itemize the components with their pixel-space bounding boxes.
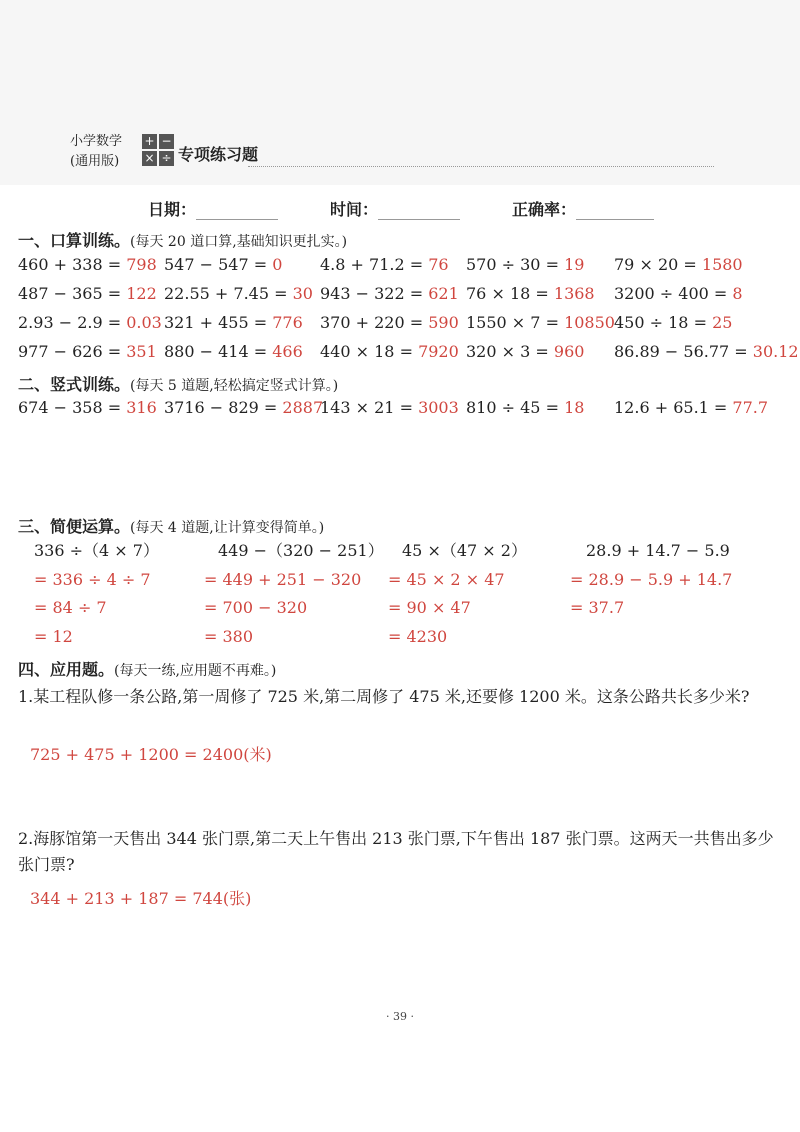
date-label: 日期： bbox=[148, 200, 197, 219]
exercise: 76 × 18 = 1368 bbox=[466, 284, 595, 303]
word-problem-1: 1.某工程队修一条公路,第一周修了 725 米,第二周修了 475 米,还要修 1200 米。这条公路共长多少米? bbox=[18, 687, 750, 706]
exercise: 22.55 + 7.45 = 30 bbox=[164, 284, 313, 303]
minus-icon: − bbox=[159, 134, 174, 149]
time-label: 时间： bbox=[330, 200, 379, 219]
exercise: 3716 − 829 = 2887 bbox=[164, 398, 324, 417]
section-3-note: (每天 4 道题,让计算变得简单。) bbox=[130, 520, 325, 536]
section-3-title: 三、简便运算。 bbox=[18, 517, 131, 536]
accuracy-blank bbox=[576, 201, 654, 220]
section-4-heading bbox=[18, 657, 276, 680]
section-4-note: (每天一练,应用题不再难。) bbox=[114, 663, 277, 679]
header-divider bbox=[248, 166, 714, 167]
exercise: 943 − 322 = 621 bbox=[320, 284, 459, 303]
section-2-heading bbox=[18, 372, 338, 395]
section-1-note: (每天 20 道口算,基础知识更扎实。) bbox=[130, 234, 348, 250]
exercise: 487 − 365 = 122 bbox=[18, 284, 157, 303]
exercise: 1550 × 7 = 10850 bbox=[466, 313, 615, 332]
exercise: 450 ÷ 18 = 25 bbox=[614, 313, 733, 332]
exercise: 4.8 + 71.2 = 76 bbox=[320, 255, 449, 274]
section-1-title: 一、口算训练。 bbox=[18, 231, 131, 250]
exercise: 370 + 220 = 590 bbox=[320, 313, 459, 332]
exercise: 977 − 626 = 351 bbox=[18, 342, 157, 361]
brand-line-2: (通用版) bbox=[70, 154, 120, 169]
date-field bbox=[148, 197, 278, 220]
date-blank bbox=[196, 201, 278, 220]
simplify-problem-4: 28.9 + 14.7 − 5.9 = 28.9 − 5.9 + 14.7 = 37.7 bbox=[570, 541, 733, 617]
exercise: 880 − 414 = 466 bbox=[164, 342, 303, 361]
page-header bbox=[70, 132, 720, 172]
section-2-title: 二、竖式训练。 bbox=[18, 375, 131, 394]
time-field bbox=[330, 197, 460, 220]
header-title: 专项练习题 bbox=[178, 145, 259, 164]
brand-line-1: 小学数学 bbox=[70, 134, 123, 149]
exercise: 321 + 455 = 776 bbox=[164, 313, 303, 332]
exercise: 570 ÷ 30 = 19 bbox=[466, 255, 585, 274]
simplify-problem-3: 45 ×（47 × 2） = 45 × 2 × 47 = 90 × 47 = 4230 bbox=[388, 541, 527, 646]
section-4-title: 四、应用题。 bbox=[18, 660, 115, 679]
section-2-note: (每天 5 道题,轻松搞定竖式计算。) bbox=[130, 378, 339, 394]
simplify-problem-2: 449 −（320 − 251） = 449 + 251 − 320 = 700 − 320 = 380 bbox=[204, 541, 384, 646]
simplify-problem-1: 336 ÷（4 × 7） = 336 ÷ 4 ÷ 7 = 84 ÷ 7 = 12 bbox=[34, 541, 159, 646]
page-number: · 39 · bbox=[386, 1010, 414, 1023]
exercise: 320 × 3 = 960 bbox=[466, 342, 585, 361]
exercise: 79 × 20 = 1580 bbox=[614, 255, 743, 274]
exercise: 86.89 − 56.77 = 30.12 bbox=[614, 342, 799, 361]
divide-icon: ÷ bbox=[159, 151, 174, 166]
accuracy-label: 正确率： bbox=[512, 200, 577, 219]
brand-label bbox=[70, 132, 122, 172]
section-1-heading bbox=[18, 228, 347, 251]
times-icon: × bbox=[142, 151, 157, 166]
accuracy-field bbox=[512, 197, 654, 220]
exercise: 547 − 547 = 0 bbox=[164, 255, 283, 274]
exercise: 12.6 + 65.1 = 77.7 bbox=[614, 398, 769, 417]
plus-icon: + bbox=[142, 134, 157, 149]
word-problem-1-answer: 725 + 475 + 1200 = 2400(米) bbox=[30, 745, 272, 764]
word-problem-2-answer: 344 + 213 + 187 = 744(张) bbox=[30, 889, 252, 908]
exercise: 810 ÷ 45 = 18 bbox=[466, 398, 585, 417]
word-problem-2: 2.海豚馆第一天售出 344 张门票,第二天上午售出 213 张门票,下午售出 187 张门票。这两天一共售出多少张门票? bbox=[18, 829, 774, 874]
info-line bbox=[0, 197, 800, 223]
exercise: 2.93 − 2.9 = 0.03 bbox=[18, 313, 162, 332]
exercise: 460 + 338 = 798 bbox=[18, 255, 157, 274]
operator-logo bbox=[142, 134, 176, 168]
exercise: 143 × 21 = 3003 bbox=[320, 398, 459, 417]
exercise: 674 − 358 = 316 bbox=[18, 398, 157, 417]
section-3-heading bbox=[18, 514, 324, 537]
time-blank bbox=[378, 201, 460, 220]
exercise: 3200 ÷ 400 = 8 bbox=[614, 284, 743, 303]
exercise: 440 × 18 = 7920 bbox=[320, 342, 459, 361]
